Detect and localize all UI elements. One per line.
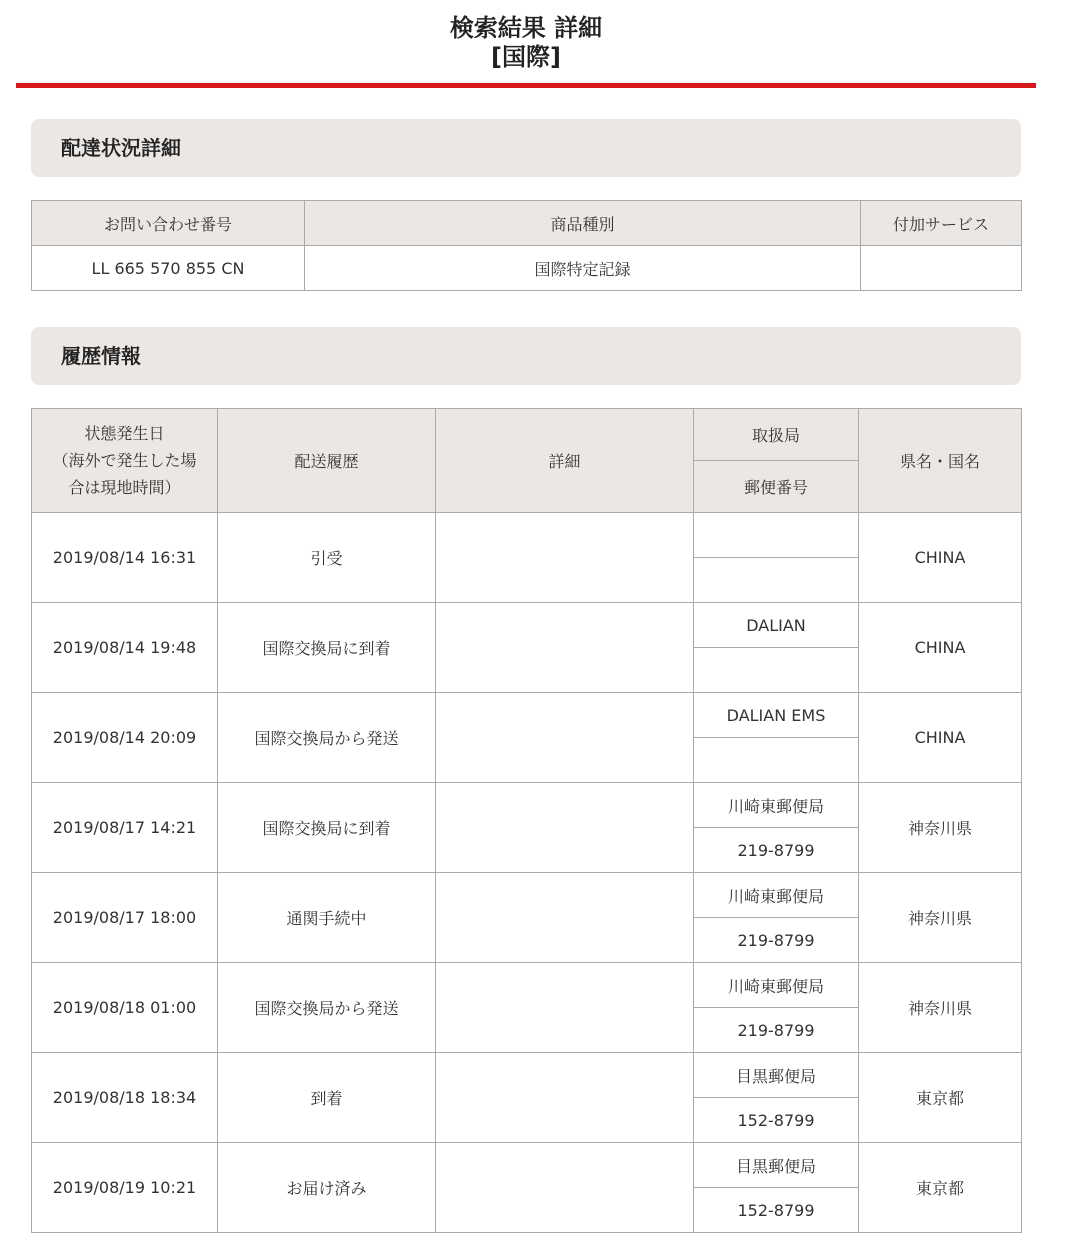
title-divider (16, 83, 1036, 88)
table-row (32, 783, 1022, 828)
tracking-number: LL 665 570 855 CN (32, 246, 305, 291)
column-header-region: 県名・国名 (859, 409, 1022, 513)
history-detail (436, 873, 694, 963)
history-detail (436, 513, 694, 603)
history-postal-code (694, 558, 859, 603)
history-region: CHINA (859, 603, 1022, 693)
table-row (32, 963, 1022, 1008)
history-detail (436, 783, 694, 873)
history-office: DALIAN (694, 603, 859, 648)
history-event: 国際交換局に到着 (218, 603, 436, 693)
delivery-status-table (31, 200, 1022, 291)
page-title-line2: [国際] (491, 43, 561, 71)
product-type: 国際特定記録 (305, 246, 861, 291)
history-office: DALIAN EMS (694, 693, 859, 738)
history-detail (436, 1143, 694, 1233)
history-detail (436, 963, 694, 1053)
column-header-office: 取扱局 (694, 409, 859, 461)
additional-service (861, 246, 1022, 291)
column-header-date-line1: 状態発生日 (84, 424, 165, 443)
table-row (32, 603, 1022, 648)
history-region: CHINA (859, 693, 1022, 783)
history-office: 目黒郵便局 (694, 1143, 859, 1188)
history-detail (436, 693, 694, 783)
history-date: 2019/08/14 20:09 (32, 693, 218, 783)
history-event: 到着 (218, 1053, 436, 1143)
delivery-status-heading: 配達状況詳細 (31, 119, 1021, 177)
history-date: 2019/08/17 18:00 (32, 873, 218, 963)
history-region: 東京都 (859, 1143, 1022, 1233)
history-date: 2019/08/14 19:48 (32, 603, 218, 693)
table-row (32, 246, 1022, 291)
history-postal-code: 219-8799 (694, 828, 859, 873)
history-postal-code: 219-8799 (694, 918, 859, 963)
history-office: 目黒郵便局 (694, 1053, 859, 1098)
column-header-date-line2: （海外で発生した場 (52, 451, 197, 470)
table-row (32, 1143, 1022, 1188)
history-event: 通関手続中 (218, 873, 436, 963)
history-postal-code (694, 648, 859, 693)
history-event: 引受 (218, 513, 436, 603)
history-event: 国際交換局から発送 (218, 693, 436, 783)
column-header-event: 配送履歴 (218, 409, 436, 513)
column-header-tracking-number: お問い合わせ番号 (32, 201, 305, 246)
table-row (32, 693, 1022, 738)
history-event: お届け済み (218, 1143, 436, 1233)
table-header-row (32, 409, 1022, 461)
history-office: 川崎東郵便局 (694, 963, 859, 1008)
column-header-date (32, 409, 218, 513)
history-heading: 履歴情報 (31, 327, 1021, 385)
history-office: 川崎東郵便局 (694, 783, 859, 828)
table-header-row (32, 201, 1022, 246)
column-header-additional-service: 付加サービス (861, 201, 1022, 246)
history-date: 2019/08/18 01:00 (32, 963, 218, 1053)
history-date: 2019/08/19 10:21 (32, 1143, 218, 1233)
table-row (32, 513, 1022, 558)
history-postal-code: 152-8799 (694, 1188, 859, 1233)
history-detail (436, 603, 694, 693)
history-region: CHINA (859, 513, 1022, 603)
history-event: 国際交換局から発送 (218, 963, 436, 1053)
history-date: 2019/08/14 16:31 (32, 513, 218, 603)
history-event: 国際交換局に到着 (218, 783, 436, 873)
history-table (31, 408, 1022, 1233)
page-title (0, 14, 1052, 72)
history-detail (436, 1053, 694, 1143)
history-office (694, 513, 859, 558)
history-date: 2019/08/18 18:34 (32, 1053, 218, 1143)
column-header-detail: 詳細 (436, 409, 694, 513)
page-title-line1: 検索結果 詳細 (449, 14, 603, 42)
column-header-date-line3: 合は現地時間） (68, 478, 181, 497)
history-region: 神奈川県 (859, 963, 1022, 1053)
history-date: 2019/08/17 14:21 (32, 783, 218, 873)
column-header-postal-code: 郵便番号 (694, 461, 859, 513)
history-region: 神奈川県 (859, 783, 1022, 873)
history-postal-code: 219-8799 (694, 1008, 859, 1053)
history-region: 東京都 (859, 1053, 1022, 1143)
history-office: 川崎東郵便局 (694, 873, 859, 918)
history-postal-code: 152-8799 (694, 1098, 859, 1143)
column-header-product-type: 商品種別 (305, 201, 861, 246)
table-row (32, 1053, 1022, 1098)
history-region: 神奈川県 (859, 873, 1022, 963)
table-row (32, 873, 1022, 918)
history-postal-code (694, 738, 859, 783)
